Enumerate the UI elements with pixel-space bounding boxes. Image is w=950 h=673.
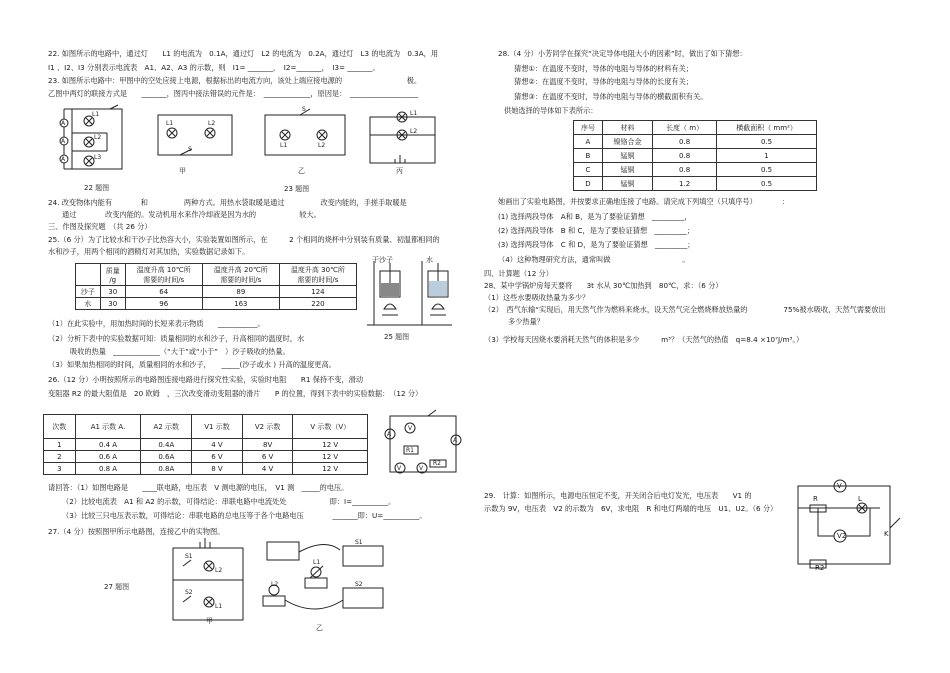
- q28c-sub-2: （2） 西气东输“实现后，用天然气作为燃料来烧水，设天然气完全燃烧释放热量的 75%被水吸收，天然气需要放出: [484, 305, 886, 314]
- svg-text:L3: L3: [94, 154, 102, 161]
- q25-sub-2: （2）分析下表中的实验数据可知：质量相同的水和沙子，升高相同的温度时，水: [48, 334, 305, 343]
- svg-text:V: V: [397, 465, 402, 472]
- figure-23-label-jia: 甲: [179, 167, 186, 175]
- figure-23-caption: 23 题图: [284, 185, 310, 193]
- q28-sub-1: (1) 选择两段导体 A和 B，是为了要验证猜想 _________，: [498, 212, 692, 221]
- table-header: 质量 /g: [100, 264, 125, 286]
- table-cell: C: [574, 163, 603, 177]
- fig29-label-v2: V2: [837, 532, 847, 540]
- figure-27-label-jia: 甲: [206, 617, 213, 625]
- svg-text:V: V: [408, 425, 413, 432]
- q29-text: 29. 计算：如图所示，电源电压恒定不变，开关闭合后电灯发光，电压表 V1 的: [484, 491, 752, 500]
- figure-22-caption: 22 题图: [84, 184, 110, 192]
- fig29-label-k: K: [884, 530, 889, 538]
- table-cell: 0.6A: [141, 451, 192, 463]
- svg-text:L2: L2: [94, 134, 102, 141]
- svg-text:A: A: [61, 138, 66, 145]
- table-cell: 1.2: [653, 177, 717, 191]
- table-cell: 12 V: [293, 451, 368, 463]
- table-cell: 0.4A: [141, 439, 192, 451]
- table-cell: 4 V: [242, 463, 293, 475]
- svg-text:L1: L1: [280, 142, 288, 149]
- table-cell: 89: [202, 286, 279, 298]
- q24-text-2: 通过 改变内能的。发动机用水来作冷却液是因为水的 较大。: [62, 210, 321, 219]
- table-header: [76, 264, 101, 286]
- q24-text: 24. 改变物体内能有 和 两种方式。用热水袋取暖是通过 改变内能的，手搓手取暖是: [48, 198, 407, 207]
- svg-text:L1: L1: [313, 559, 321, 566]
- table-header: V2 示数: [242, 415, 293, 439]
- table-header: 序号: [574, 121, 603, 135]
- figure-22-circuit: [52, 103, 137, 175]
- svg-text:A: A: [61, 120, 66, 127]
- q27-text: 27.（4 分）按照图甲所示电路图，连接乙中的实物图。: [48, 527, 225, 536]
- svg-text:L1: L1: [166, 120, 174, 127]
- q28-sub-2: (2) 选择两段导体 B 和 C，是为了要验证猜想 _________；: [498, 226, 694, 235]
- table-cell: 6 V: [242, 451, 293, 463]
- table-cell: 124: [279, 286, 356, 298]
- figure-27-label-yi: 乙: [316, 624, 323, 632]
- svg-text:L1: L1: [92, 111, 100, 118]
- svg-text:S2: S2: [185, 589, 193, 596]
- svg-text:S2: S2: [355, 581, 363, 588]
- q26-sub-2: （2）比较电流表 A1 和 A2 的示数，可得结论：串联电路中电流处处 即：I=__________。: [62, 497, 396, 506]
- q26-text: 26.（12 分）小明按照所示的电路图连接电路进行探究性实验，实验时电阻 R1 保持不变，滑动: [48, 375, 364, 384]
- q28-sub-4: （4）这种物理研究方法，通常叫做 。: [498, 255, 690, 264]
- svg-text:A: A: [387, 431, 392, 438]
- table-cell: 4 V: [192, 439, 243, 451]
- svg-text:L2: L2: [318, 142, 326, 149]
- table-cell: 锰铜: [602, 177, 652, 191]
- fig29-label-r: R: [813, 495, 818, 503]
- table-cell: 水: [76, 298, 101, 310]
- table-cell: 1: [717, 149, 817, 163]
- q28c-sub-3: （3）学校每天因烧水要消耗天然气的体积是多少 m³？（天然气的热值 q=8.4 ×10⁷J/m³。）: [484, 335, 804, 344]
- table-header: V 示数（V）: [293, 415, 368, 439]
- q29-text-2: 示数为 9V，电压表 V2 的示数为 6V，求电阻 R 和电灯两端的电压 U1、U2。（6 分）: [484, 504, 778, 513]
- svg-text:S: S: [188, 146, 192, 153]
- svg-text:A: A: [61, 156, 66, 163]
- table-cell: 0.8: [653, 163, 717, 177]
- table-cell: 0.4 A: [75, 439, 141, 451]
- svg-text:V: V: [419, 465, 424, 472]
- fig29-label-r2: R2: [815, 564, 825, 572]
- table-cell: 镍铬合金: [602, 135, 652, 149]
- table-cell: 0.8A: [141, 463, 192, 475]
- q26-sub-3: （3）比较三只电压表示数，可得结论：串联电路的总电压等于各个电路电压 _______即：U=__________。: [62, 511, 427, 520]
- table-cell: 12 V: [293, 463, 368, 475]
- table-28: [573, 120, 817, 191]
- q25-sub-3: （3）如果加热相同的时间，质量相同的水和沙子， _____(沙子或水 ) 升高的温度更高。: [48, 360, 336, 369]
- q25-text: 25.（6 分）为了比较水和干沙子比热容大小，实验装置如图所示，在 2 个相同的烧杯中分别装有质量、初温都相同的: [48, 235, 440, 244]
- figure-29-circuit: [790, 478, 905, 578]
- table-header: A2 示数: [141, 415, 192, 439]
- q22-text: 22. 如图所示的电路中，通过灯 L1 的电流为 0.1A，通过灯 L2 的电流为 0.2A，通过灯 L3 的电流为 0.3A，用: [48, 49, 439, 58]
- table-cell: 0.5: [717, 163, 817, 177]
- table-cell: 8 V: [192, 463, 243, 475]
- table-cell: 0.8 A: [75, 463, 141, 475]
- guess-1: 猜想①：在温度不变时，导体的电阻与导体的材料有关；: [514, 64, 693, 73]
- figure-25-label-sand: 干沙子: [372, 256, 393, 264]
- figure-25-label-water: 水: [426, 256, 433, 264]
- svg-text:L1: L1: [410, 110, 418, 117]
- q23-text: 23. 如图所示电路中：甲图中的空处应接上电源，根据标出的电流方向，该处上端应接电源的 极。: [48, 76, 422, 85]
- svg-text:L1: L1: [215, 603, 223, 610]
- table-cell: 0.5: [717, 135, 817, 149]
- svg-text:S: S: [302, 106, 306, 113]
- table-cell: 6 V: [192, 451, 243, 463]
- q25-sub-2b: 吸收的热量 _____________（“大于”或“小于” ）沙子吸收的热量。: [70, 347, 290, 356]
- figure-25-caption: 25 题图: [384, 333, 410, 341]
- table-header: 温度升高 20℃所 需要的时间/s: [202, 264, 279, 286]
- fig29-label-v: V: [837, 482, 842, 490]
- table-cell: 30: [100, 298, 125, 310]
- table-header: 材料: [602, 121, 652, 135]
- table-cell: 96: [125, 298, 202, 310]
- q28c-sub-1: （1）这些水要吸收热量为多少？: [484, 293, 590, 302]
- table-cell: 3: [44, 463, 76, 475]
- table-cell: 沙子: [76, 286, 101, 298]
- table-cell: 0.5: [717, 177, 817, 191]
- table-header: 温度升高 30℃所 需要的时间/s: [279, 264, 356, 286]
- guess-3: 猜想③：在温度不变时，导体的电阻与导体的横截面积有关。: [514, 92, 708, 101]
- table-cell: 锰铜: [602, 163, 652, 177]
- q26-sub-1: 请回答：（1）如图电路是 ____联电路，电压表 V 测电源的电压， V1 测 _____的电压。: [48, 483, 349, 492]
- svg-text:L2: L2: [208, 120, 216, 127]
- q28-text-2: 她画出了实验电路图，并按要求正确地连接了电路。请完成下列填空（只填序号） ：: [498, 197, 790, 206]
- table-cell: B: [574, 149, 603, 163]
- table-header: 长度（ m）: [653, 121, 717, 135]
- q26-text-2: 变阻器 R2 的最大阻值是 20 欧姆 ，三次改变滑动变阻器的滑片 P 的位置，得到下表中的实验数据： （12 分）: [48, 389, 423, 398]
- svg-text:L2: L2: [215, 567, 223, 574]
- table-cell: 8V: [242, 439, 293, 451]
- svg-text:L2: L2: [271, 581, 279, 588]
- table-header: 次数: [44, 415, 76, 439]
- table-cell: 锰铜: [602, 149, 652, 163]
- table-cell: 0.8: [653, 135, 717, 149]
- q28-text: 28.（4 分）小芳同学在探究“决定导体电阻大小的因素”时，做出了如下猜想：: [498, 49, 747, 58]
- table-cell: D: [574, 177, 603, 191]
- svg-text:R1: R1: [406, 447, 414, 454]
- figure-26-circuit: [378, 408, 466, 480]
- table-header: V1 示数: [192, 415, 243, 439]
- table-cell: 0.6 A: [75, 451, 141, 463]
- svg-text:S1: S1: [355, 539, 363, 546]
- table-header: 横截面积（ mm²）: [717, 121, 817, 135]
- table-header: 温度升高 10℃所 需要的时间/s: [125, 264, 202, 286]
- figure-27-circuits: [165, 538, 393, 630]
- figure-23-label-yi: 乙: [298, 167, 305, 175]
- q25-sub-1: （1）在此实验中，用加热时间的长短来表示物质 ___________。: [48, 319, 265, 328]
- q28-sub-3: (3) 选择两段导体 C 和 D，是为了要验证猜想 _________；: [498, 240, 695, 249]
- svg-text:L2: L2: [410, 128, 418, 135]
- guess-2: 猜想②：在温度不变时，导体的电阻与导体的长度有关；: [514, 77, 693, 86]
- section-3-heading: 三、作图及探究题 （共 26 分）: [48, 222, 152, 231]
- table-cell: A: [574, 135, 603, 149]
- svg-text:R2: R2: [433, 460, 441, 467]
- table-26: [43, 414, 368, 475]
- table-cell: 220: [279, 298, 356, 310]
- table-header: A1 示数 A.: [75, 415, 141, 439]
- q28c-sub-2b: 多少热量？: [508, 317, 544, 326]
- table-cell: 2: [44, 451, 76, 463]
- table-cell: 1: [44, 439, 76, 451]
- svg-text:S1: S1: [185, 553, 193, 560]
- figure-27-caption: 27 题图: [104, 583, 130, 591]
- table-25: [75, 263, 357, 310]
- q25-text-2: 水和沙子，用两个相同的酒精灯对其加热，实验数据记录如下。: [48, 247, 250, 256]
- table-cell: 30: [100, 286, 125, 298]
- table-cell: 64: [125, 286, 202, 298]
- q22-text-2: I1 、I2、I3 分别表示电流表 A1、A2、A3 的示数，则 I1= _______， I2=_______， I3= _______。: [48, 63, 380, 72]
- q23-text-2: 乙图中两灯的联接方式是 _______，图丙中接法错误的元件是： _____________，原因是： ___________________: [48, 89, 419, 98]
- svg-text:A: A: [453, 437, 458, 444]
- section-4-heading: 四、计算题（12 分）: [484, 269, 553, 278]
- table-cell: 0.8: [653, 149, 717, 163]
- table-cell: 163: [202, 298, 279, 310]
- table-cell: 12 V: [293, 439, 368, 451]
- supply-text: 供她选择的导体如下表所示：: [504, 106, 598, 115]
- fig29-label-l: L: [858, 495, 862, 503]
- q28c-text: 28、某中学锅炉房每天要将 3t 水从 30℃加热到 80℃，求：（6 分）: [484, 281, 723, 290]
- figure-23-label-bing: 丙: [396, 167, 403, 175]
